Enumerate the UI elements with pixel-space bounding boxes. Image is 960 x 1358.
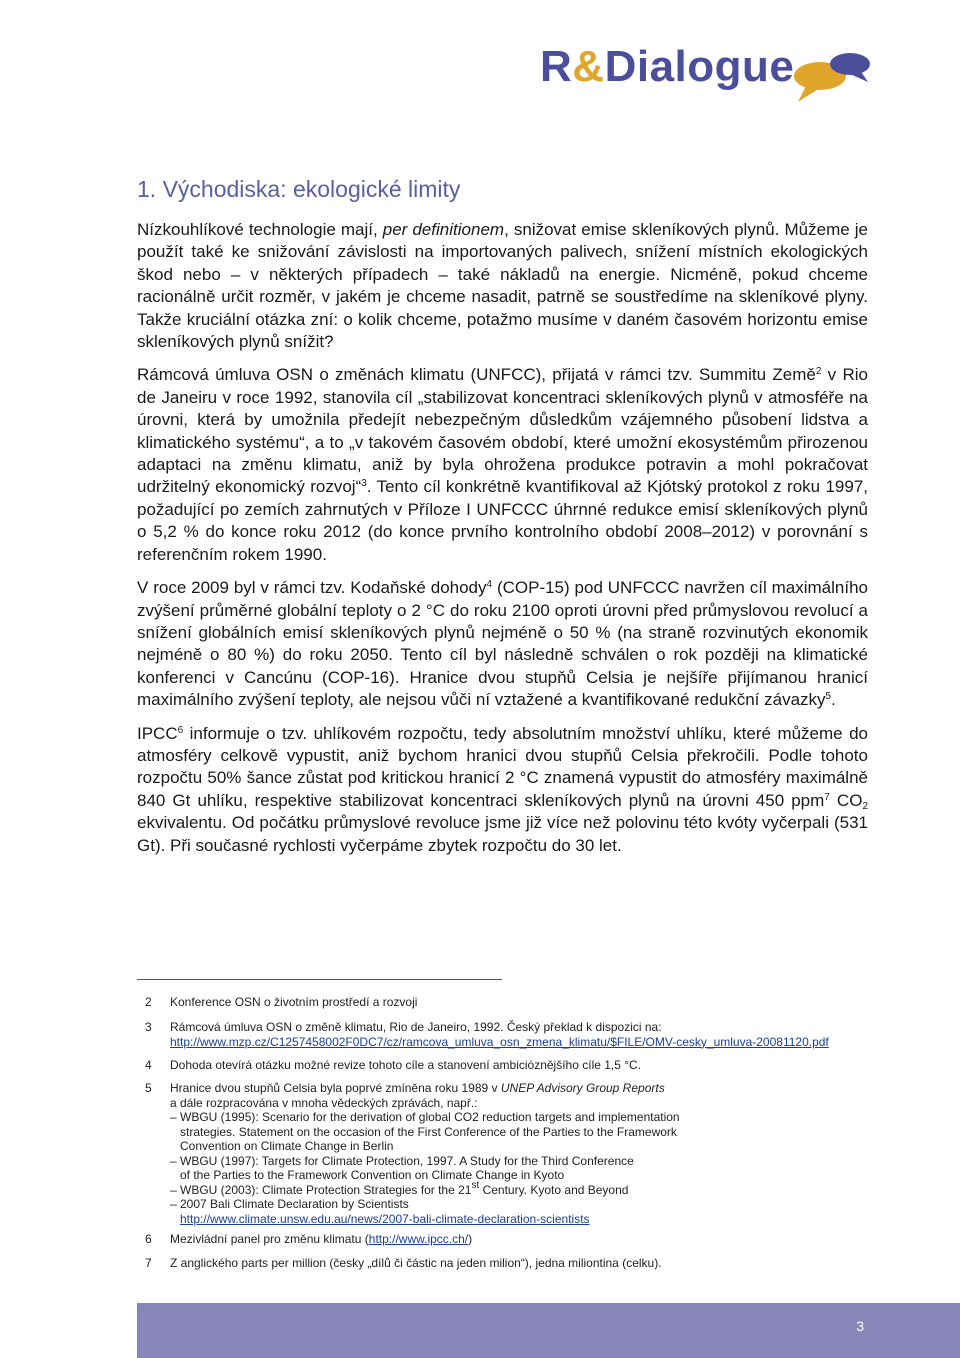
paragraph-4: IPCC$^6$ informuje o tzv. uhlíkovém rozpočtu, tedy absolutním množství uhlíku, které můžeme do atmosféry celkově vypustit, aniž bychom hranici dvou stupňů Celsia překročili. Podle tohoto rozpočtu 50% šance zůstat pod kritickou hranicí 2 °C znamená vypustit do atmosféry maximálně 840 Gt uhlíku, respektive stabilizovat koncentraci skleníkových plynů na úrovni 450 ppm$^7$ $CO_2$ ekvivalentu. Od počátku průmyslové revoluce jsme již více než polovinu této kvóty vyčerpali (531 Gt). Při současné rychlosti vyčerpáme zbytek rozpočtu do 30 let. — [137, 723, 868, 855]
footnote-divider — [137, 979, 502, 980]
footnote-ref-7[interactable]: 7 — [824, 791, 830, 803]
page-number: 3 — [856, 1318, 864, 1334]
bali-declaration-link[interactable]: http://www.climate.unsw.edu.au/news/2007-bali-climate-declaration-scientists — [180, 1211, 590, 1226]
footnote-ref-2[interactable]: 2 — [815, 366, 822, 378]
paragraph-1: Nízkouhlíkové technologie mají, per definitionem, snižovat emise skleníkových plynů. Můžeme je použít také ke snižování závislosti na importovaných palivech, snížení místních ekologických škod nebo – v některých případech – také nákladů na energie. Nicméně, pokud chceme racionálně určit rozměr, v jakém je chceme nasadit, patrně se soustředíme na skleníkové plyny. Takže kruciální otázka zní: o kolik chceme, potažmo musíme v daném časovém horizontu emise skleníkových plynů snížit? — [137, 220, 868, 352]
paragraph-2: Rámcová úmluva OSN o změnách klimatu (UNFCC), přijatá v rámci tzv. Summitu Země$^2$ v Rio de Janeiru v roce 1992, stanovila cíl „stabilizovat koncentraci skleníkových plynů v atmosféře na úrovni, která by umožnila předejít nebezpečným důsledkům vzájemného působení lidstva a klimatického systému“, a to „v takovém časovém období, které umožní ekosystémům přirozenou adaptaci na změnu klimatu, aniž by byla ohrožena produkce potravin a mohl pokračovat udržitelný ekonomický rozvoj“$^3$. Tento cíl konkrétně kvantifikoval až Kjótský protokol z roku 1997, požadující po zemích zahrnutých v Příloze I UNFCCC úhrnné redukce emisí skleníkových plynů o 5,2 % do konce roku 2012 (do konce prvního kontrolního období 2008–2012) v porovnání s referenčním rokem 1990. — [137, 365, 869, 564]
ipcc-link[interactable]: http://www.ipcc.ch/ — [368, 1232, 469, 1246]
speech-bubbles-icon — [776, 46, 876, 106]
paragraph-3: V roce 2009 byl v rámci tzv. Kodaňské dohody$^4$ (COP-15) pod UNFCCC navržen cíl maximálního zvýšení průměrné globální teploty o 2 °C do roku 2100 oproti úrovni před průmyslovou revolucí a snížení globálních emisí skleníkových plynů nejméně o 50 % (na straně rozvinutých ekonomik nejméně o 80 %) do roku 2050. Tento cíl byl následně schválen o rok později na klimatické konferenci v Cancúnu (COP-16). Hranice dvou stupňů Celsia je nejšíře přijímanou hranicí maximálního zvýšení teploty, ale nejsou vůči ní vztažené a kvantifikované redukční závazky$^5$. — [137, 578, 868, 710]
footnote-ref-5[interactable]: 5 — [825, 691, 832, 703]
footnote-ref-4[interactable]: 4 — [486, 579, 493, 591]
logo-text: R&Dialogue — [540, 42, 795, 91]
footnote-ref-3[interactable]: 3 — [361, 478, 367, 490]
main-text — [137, 219, 868, 868]
footer-bar — [137, 1303, 960, 1358]
mzp-link[interactable]: http://www.mzp.cz/C1257458002F0DC7/cz/ramcova_umluva_osn_zmena_klimatu/$FILE/OMV-cesky_umluva-20081120.pdf — [170, 1034, 829, 1049]
section-heading: 1. Východiska: ekologické limity — [137, 176, 461, 202]
footnote-ref-6[interactable]: 6 — [177, 724, 184, 736]
header-block — [0, 0, 492, 126]
rd-logo — [540, 40, 880, 110]
